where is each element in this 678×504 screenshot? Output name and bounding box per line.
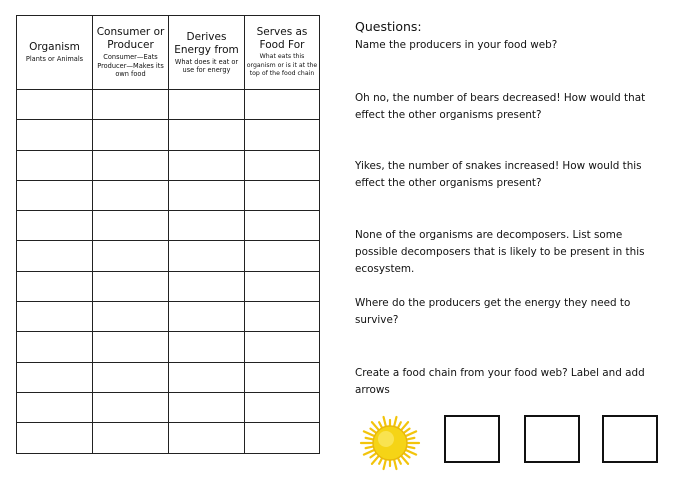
table-cell[interactable] <box>169 392 245 422</box>
table-cell[interactable] <box>17 362 93 392</box>
sun-ray <box>366 447 373 448</box>
table-cell[interactable] <box>245 211 320 241</box>
sun-ray <box>372 456 379 464</box>
table-cell[interactable] <box>17 90 93 120</box>
table-cell[interactable] <box>93 423 169 453</box>
table-row <box>17 332 320 362</box>
question-snakes: Yikes, the number of snakes increased! How would this effect the other organisms present? <box>355 160 642 189</box>
table-cell[interactable] <box>93 332 169 362</box>
table-cell[interactable] <box>169 241 245 271</box>
table-cell[interactable] <box>93 90 169 120</box>
sun-ray <box>404 429 409 433</box>
question-energy: Where do the producers get the energy they need to survive? <box>355 297 631 326</box>
sun-ray <box>401 422 408 430</box>
table-row <box>17 241 320 271</box>
table-cell[interactable] <box>245 90 320 120</box>
sun-ray <box>398 422 401 428</box>
table-cell[interactable] <box>93 302 169 332</box>
sun-ray <box>406 431 416 435</box>
organism-table <box>16 15 320 454</box>
sun-ray <box>404 453 409 457</box>
table-cell[interactable] <box>245 392 320 422</box>
sun-ray <box>370 453 375 457</box>
table-cell[interactable] <box>93 120 169 150</box>
sun-ray <box>372 422 379 430</box>
table-row <box>17 90 320 120</box>
sun-ray <box>379 422 382 428</box>
sun-ray <box>398 458 401 464</box>
food-chain-box-3[interactable] <box>602 415 658 463</box>
header-consumer-producer-title: Consumer or Producer <box>96 26 165 52</box>
table-cell[interactable] <box>245 150 320 180</box>
table-cell[interactable] <box>17 241 93 271</box>
table-cell[interactable] <box>169 180 245 210</box>
table-row <box>17 423 320 453</box>
table-cell[interactable] <box>93 362 169 392</box>
table-cell[interactable] <box>245 180 320 210</box>
table-cell[interactable] <box>169 362 245 392</box>
sun-ray <box>364 450 374 454</box>
sun-ray <box>366 438 373 439</box>
table-body <box>17 90 320 454</box>
food-chain-box-2[interactable] <box>524 415 580 463</box>
header-derives-energy-subtitle: What does it eat or use for energy <box>174 57 239 74</box>
sun-ray <box>408 447 415 448</box>
table-cell[interactable] <box>169 120 245 150</box>
table-cell[interactable] <box>245 302 320 332</box>
table-row <box>17 180 320 210</box>
header-organism <box>17 16 93 90</box>
table-cell[interactable] <box>17 271 93 301</box>
sun-ray <box>370 429 375 433</box>
question-bears: Oh no, the number of bears decreased! How would that effect the other organisms present? <box>355 92 646 121</box>
table-cell[interactable] <box>169 332 245 362</box>
table-row <box>17 120 320 150</box>
header-organism-title: Organism <box>29 41 80 54</box>
header-derives-energy-title: Derives Energy from <box>174 30 239 56</box>
table-cell[interactable] <box>17 211 93 241</box>
table-cell[interactable] <box>17 332 93 362</box>
sun-ray <box>384 417 386 427</box>
table-cell[interactable] <box>93 211 169 241</box>
table-cell[interactable] <box>93 150 169 180</box>
table-cell[interactable] <box>169 150 245 180</box>
header-consumer-producer-subtitle: Consumer—Eats Producer—Makes its own food <box>97 53 164 79</box>
table-row <box>17 271 320 301</box>
food-chain-box-1[interactable] <box>444 415 500 463</box>
table-cell[interactable] <box>93 271 169 301</box>
sun-icon <box>358 414 422 472</box>
table-cell[interactable] <box>245 423 320 453</box>
table-cell[interactable] <box>245 362 320 392</box>
table-row <box>17 392 320 422</box>
table-cell[interactable] <box>245 332 320 362</box>
table-row <box>17 302 320 332</box>
sun-ray <box>394 417 396 427</box>
sun-ray <box>406 450 416 454</box>
table-cell[interactable] <box>169 302 245 332</box>
table-cell[interactable] <box>93 180 169 210</box>
table-cell[interactable] <box>169 423 245 453</box>
header-derives-energy <box>169 16 245 90</box>
table-cell[interactable] <box>169 211 245 241</box>
table-row <box>17 150 320 180</box>
table-cell[interactable] <box>93 392 169 422</box>
table-cell[interactable] <box>245 271 320 301</box>
table-row <box>17 362 320 392</box>
table-cell[interactable] <box>17 302 93 332</box>
question-producers: Name the producers in your food web? <box>355 39 558 51</box>
table-row <box>17 211 320 241</box>
question-food-chain: Create a food chain from your food web? Label and add arrows <box>355 367 645 396</box>
table-cell[interactable] <box>245 241 320 271</box>
sun-ray <box>364 431 374 435</box>
questions-title: Questions: <box>355 19 422 34</box>
table-header-row <box>17 16 320 90</box>
sun-ray <box>394 459 396 469</box>
table-cell[interactable] <box>17 423 93 453</box>
header-serves-as-food <box>245 16 320 90</box>
sun-ray <box>401 456 408 464</box>
sun-ray <box>408 438 415 439</box>
table-cell[interactable] <box>93 241 169 271</box>
table-cell[interactable] <box>169 271 245 301</box>
header-serves-as-food-title: Serves as Food For <box>256 26 308 52</box>
table-cell[interactable] <box>17 392 93 422</box>
sun-ray <box>379 458 382 464</box>
header-consumer-producer <box>93 16 169 90</box>
table-cell[interactable] <box>169 90 245 120</box>
header-serves-as-food-subtitle: What eats this organism or is it at the top of the food chain <box>246 53 318 78</box>
table-cell[interactable] <box>17 150 93 180</box>
question-decomposers: None of the organisms are decomposers. List some possible decomposers that is likely to be present in this ecosystem. <box>355 229 645 275</box>
table-cell[interactable] <box>245 120 320 150</box>
header-organism-subtitle: Plants or Animals <box>25 55 84 64</box>
sun-ray <box>384 459 386 469</box>
table-cell[interactable] <box>17 120 93 150</box>
table-cell[interactable] <box>17 180 93 210</box>
